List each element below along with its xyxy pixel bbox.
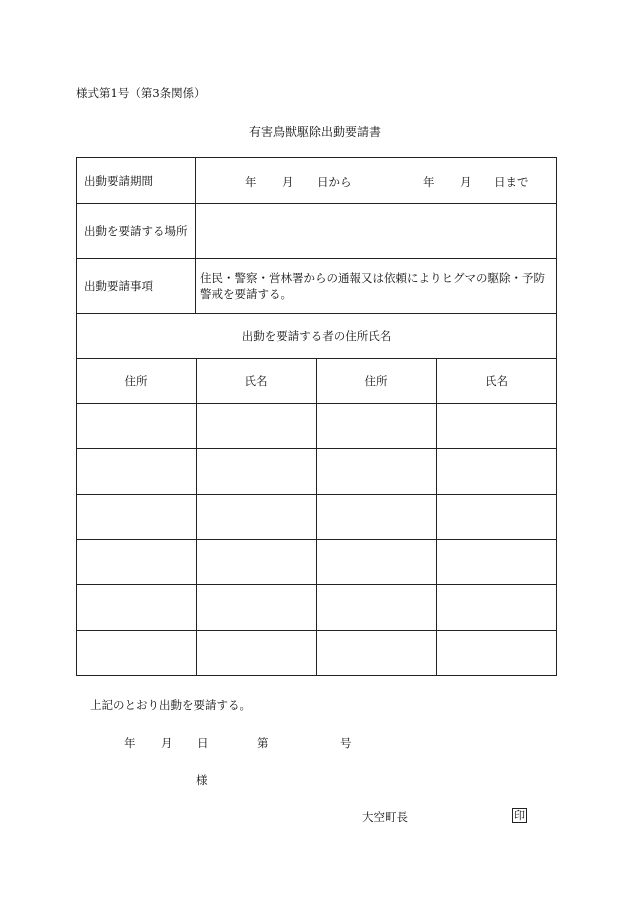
address-cell[interactable] bbox=[320, 585, 432, 630]
name-cell[interactable] bbox=[200, 449, 312, 494]
matter-line-1: 住民・警察・営林署からの通報又は依頼によりヒグマの駆除・予防 bbox=[200, 271, 545, 285]
requester-heading: 出動を要請する者の住所氏名 bbox=[241, 329, 392, 343]
address-cell[interactable] bbox=[80, 495, 192, 539]
column-header-name: 氏名 bbox=[244, 374, 268, 388]
period-until: 日まで bbox=[494, 175, 529, 189]
period-label: 出動要請期間 bbox=[84, 173, 153, 188]
date-day: 日 bbox=[197, 736, 209, 750]
address-cell[interactable] bbox=[320, 404, 432, 448]
period-year-1: 年 bbox=[245, 175, 257, 189]
matter-line-2: 警戒を要請する。 bbox=[200, 287, 292, 301]
date-month: 月 bbox=[161, 736, 173, 750]
name-cell[interactable] bbox=[200, 585, 312, 630]
address-cell[interactable] bbox=[80, 585, 192, 630]
date-year: 年 bbox=[124, 736, 136, 750]
address-cell[interactable] bbox=[80, 631, 192, 675]
recipient-honorific: 様 bbox=[196, 773, 208, 787]
name-cell[interactable] bbox=[200, 495, 312, 539]
column-header-address: 住所 bbox=[364, 374, 388, 388]
table-row bbox=[76, 495, 557, 539]
table-row bbox=[76, 631, 557, 675]
period-value[interactable] bbox=[196, 174, 556, 188]
address-cell[interactable] bbox=[80, 540, 192, 584]
address-cell[interactable] bbox=[320, 449, 432, 494]
matter-value bbox=[200, 270, 545, 302]
table-row bbox=[76, 404, 557, 448]
name-cell[interactable] bbox=[200, 540, 312, 584]
address-cell[interactable] bbox=[80, 404, 192, 448]
period-month-2: 月 bbox=[460, 175, 472, 189]
name-cell[interactable] bbox=[440, 449, 552, 494]
period-from: 日から bbox=[317, 175, 352, 189]
name-cell[interactable] bbox=[200, 631, 312, 675]
number-suffix: 号 bbox=[340, 736, 352, 750]
address-cell[interactable] bbox=[320, 540, 432, 584]
document-title: 有害鳥獣駆除出動要請書 bbox=[248, 125, 381, 139]
number-prefix: 第 bbox=[257, 736, 269, 750]
seal-mark: 印 bbox=[514, 809, 525, 822]
location-label: 出動を要請する場所 bbox=[84, 224, 188, 238]
address-cell[interactable] bbox=[80, 449, 192, 494]
column-header-name: 氏名 bbox=[485, 374, 508, 388]
address-cell[interactable] bbox=[320, 631, 432, 675]
location-field[interactable] bbox=[200, 204, 552, 258]
matter-label: 出動要請事項 bbox=[84, 279, 153, 293]
name-cell[interactable] bbox=[440, 404, 552, 448]
request-statement: 上記のとおり出動を要請する。 bbox=[90, 698, 251, 712]
table-row bbox=[76, 449, 557, 494]
period-year-2: 年 bbox=[423, 175, 435, 189]
address-cell[interactable] bbox=[320, 495, 432, 539]
column-header-address: 住所 bbox=[124, 374, 148, 388]
name-cell[interactable] bbox=[440, 631, 552, 675]
period-month-1: 月 bbox=[282, 175, 294, 189]
name-cell[interactable] bbox=[440, 495, 552, 539]
name-cell[interactable] bbox=[200, 404, 312, 448]
issuer-title: 大空町長 bbox=[362, 810, 408, 824]
table-row bbox=[76, 540, 557, 584]
table-row bbox=[76, 585, 557, 630]
form-reference: 様式第1号（第3条関係） bbox=[76, 86, 206, 100]
name-cell[interactable] bbox=[440, 585, 552, 630]
name-cell[interactable] bbox=[440, 540, 552, 584]
